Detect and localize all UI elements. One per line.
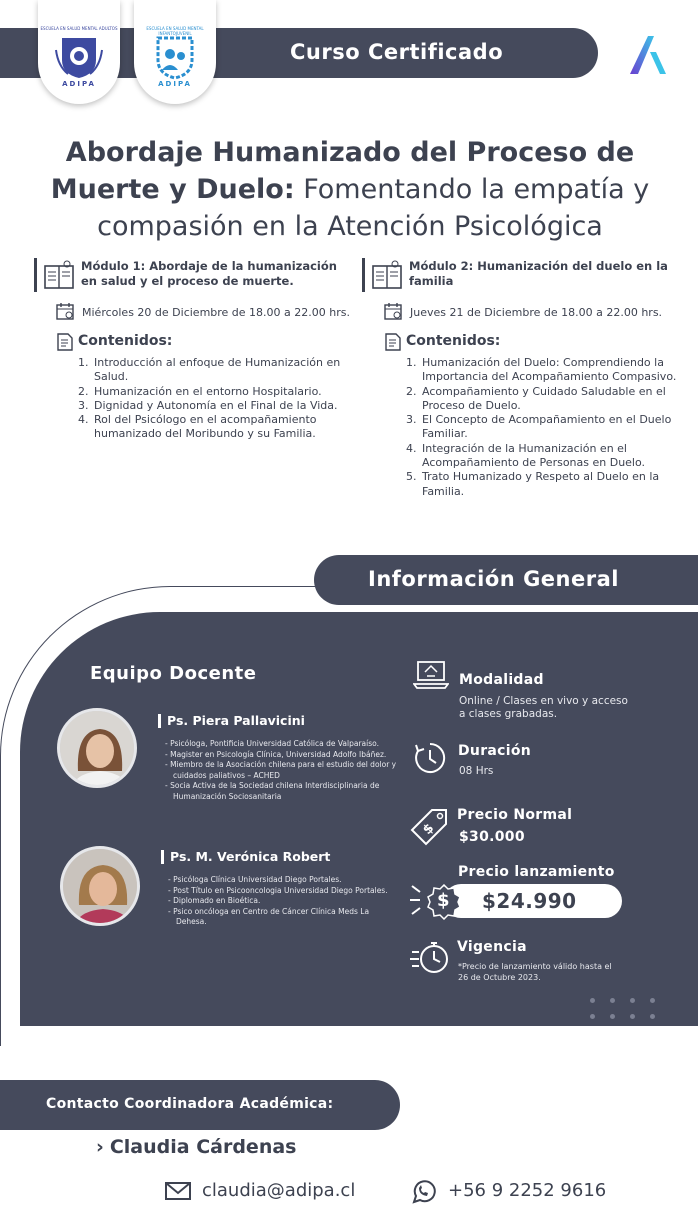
duracion-label: Duración: [458, 743, 532, 759]
avatar: [57, 708, 137, 788]
duracion-value: 08 Hrs: [459, 765, 494, 777]
svg-text:$: $: [420, 820, 438, 838]
book-icon: [43, 260, 75, 290]
list-item: 1. Introducción al enfoque de Humanización en Salud.: [92, 356, 368, 385]
modalidad-label: Modalidad: [459, 672, 544, 688]
list-item: 3. Dignidad y Autonomía en el Final de la Vida.: [92, 399, 368, 413]
course-title: [30, 134, 670, 245]
list-item: - Psico oncóloga en Centro de Cáncer Clínica Meds La Dehesa.: [168, 907, 400, 928]
dollar-badge: [426, 884, 462, 920]
list-item: - Magister en Psicología Clínica, Universidad Adolfo Ibáñez.: [165, 750, 397, 761]
dollar-symbol: $: [437, 890, 450, 911]
module-title: Módulo 2: Humanización del duelo en la familia: [409, 259, 668, 288]
list-item: - Diplomado en Bioética.: [168, 896, 400, 907]
sparkle-lines-icon: [410, 880, 426, 920]
course-title-rest: Fomentando la empatía y compasión en la Atención Psicológica: [97, 174, 650, 242]
modalidad-line1: Online / Clases en vivo y acceso: [459, 695, 628, 707]
team-title: Equipo Docente: [90, 663, 257, 684]
list-item: - Socia Activa de la Sociedad chilena Interdisciplinaria de Humanización Sociosanitaria: [165, 781, 397, 802]
contents-label: Contenidos:: [78, 333, 173, 349]
contents-label: Contenidos:: [406, 333, 501, 349]
badge-text: ESCUELA EN SALUD MENTAL INFANTOJUVENIL: [146, 26, 204, 36]
module-date-text: Jueves 21 de Diciembre de 18.00 a 22.00 hrs.: [410, 306, 663, 319]
teacher-name: Ps. M. Verónica Robert: [161, 850, 330, 864]
list-item: 3. El Concepto de Acompañamiento en el Duelo Familiar.: [420, 413, 686, 442]
vigencia-line1: *Precio de lanzamiento válido hasta el: [458, 962, 612, 971]
module-header: [34, 258, 364, 292]
stopwatch-icon: [410, 938, 450, 976]
info-tab: [314, 555, 698, 605]
school-badge-children: [134, 0, 216, 104]
teacher-details: [168, 875, 400, 928]
info-title: Información General: [368, 567, 619, 591]
calendar-icon: [56, 302, 74, 320]
badge-text: ESCUELA EN SALUD MENTAL ADULTOS: [40, 26, 118, 31]
teacher-name: Ps. Piera Pallavicini: [158, 714, 305, 728]
mail-icon: [164, 1180, 192, 1202]
calendar-icon: [384, 302, 402, 320]
children-shield-icon: [150, 36, 200, 80]
list-item: 5. Trato Humanizado y Respeto al Duelo en la Familia.: [420, 470, 686, 499]
modalidad-line2: a clases grabadas.: [459, 708, 558, 720]
price-tag-icon: [410, 806, 450, 846]
module-1-contents: [78, 356, 368, 442]
whatsapp-icon: [410, 1180, 436, 1204]
list-item: 2. Humanización en el entorno Hospitalario.: [92, 385, 368, 399]
module-2-contents: [406, 356, 686, 499]
list-item: 1. Humanización del Duelo: Comprendiendo la Importancia del Acompañamiento Compasivo.: [420, 356, 686, 385]
badge-name: ADIPA: [62, 80, 96, 88]
contact-title: Contacto Coordinadora Académica:: [46, 1096, 334, 1112]
laptop-icon: [413, 658, 449, 692]
precio-normal-label: Precio Normal: [457, 807, 573, 823]
avatar: [60, 846, 140, 926]
school-badge-adults: [38, 0, 120, 104]
coordinator-name-text: Claudia Cárdenas: [109, 1136, 297, 1158]
chevron-right-icon: ›: [96, 1136, 104, 1158]
list-item: - Miembro de la Asociación chilena para el estudio del dolor y cuidados paliativos – ACHED: [165, 760, 397, 781]
coordinator-name: [96, 1136, 296, 1158]
vigencia-label: Vigencia: [457, 939, 527, 955]
adipa-logo-icon: [626, 34, 668, 76]
list-item: 4. Rol del Psicólogo en el acompañamiento humanizado del Moribundo y su Familia.: [92, 413, 368, 442]
vigencia-line2: 26 de Octubre 2023.: [458, 973, 541, 982]
list-item: 4. Integración de la Humanización en el Acompañamiento de Personas en Duelo.: [420, 442, 686, 471]
document-icon: [56, 333, 74, 351]
launch-price-value: $24.990: [482, 889, 577, 913]
list-item: - Psicóloga, Pontificia Universidad Católica de Valparaíso.: [165, 739, 397, 750]
list-item: 2. Acompañamiento y Cuidado Saludable en el Proceso de Duelo.: [420, 385, 686, 414]
phone-text[interactable]: +56 9 2252 9616: [448, 1180, 607, 1201]
list-item: - Psicóloga Clínica Universidad Diego Portales.: [168, 875, 400, 886]
module-date-text: Miércoles 20 de Diciembre de 18.00 a 22.00 hrs.: [82, 306, 350, 319]
badge-name: ADIPA: [158, 80, 192, 88]
course-title-bold: Abordaje Humanizado del Proceso de Muerte y Duelo:: [50, 137, 635, 205]
contact-tab: [0, 1080, 400, 1130]
banner-title: Curso Certificado: [290, 40, 504, 64]
module-header: [362, 258, 692, 292]
document-icon: [384, 333, 402, 351]
shield-icon: [54, 36, 104, 80]
module-title: Módulo 1: Abordaje de la humanización en salud y el proceso de muerte.: [81, 259, 337, 288]
launch-price-pill: [444, 884, 622, 918]
precio-normal-value: $30.000: [459, 829, 525, 845]
clock-icon: [413, 741, 447, 775]
email-text[interactable]: claudia@adipa.cl: [202, 1180, 356, 1201]
teacher-details: [165, 739, 397, 802]
book-icon: [371, 260, 403, 290]
precio-lanzamiento-label: Precio lanzamiento: [458, 864, 615, 880]
list-item: - Post Título en Psicooncologia Universidad Diego Portales.: [168, 886, 400, 897]
